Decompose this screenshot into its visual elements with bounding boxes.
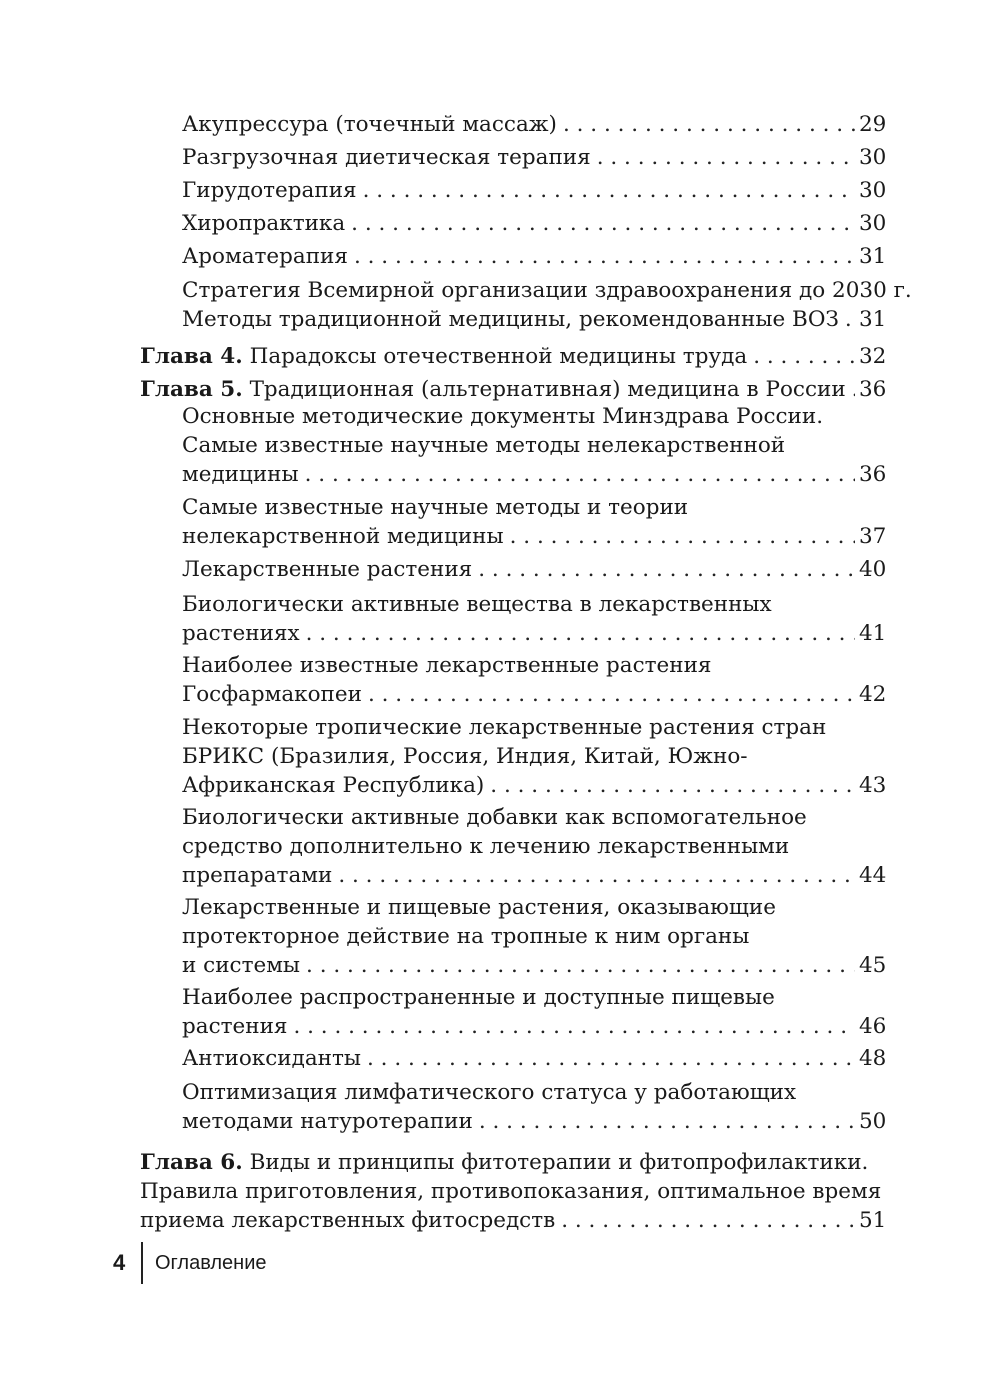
toc-entry [182,402,885,489]
entry-page: 45 [859,953,887,978]
dot-leader [479,1107,855,1136]
entry-title-line: Самые известные научные методы нелекарственной [182,433,786,458]
entry-title: Гирудотерапия [182,178,357,203]
entry-title-line: Самые известные научные методы и теории [182,495,689,520]
entry-title-line: средство дополнительно к лечению лекарственными [182,834,790,859]
entry-title: Ароматерапия [182,244,348,269]
footer-divider [141,1242,143,1284]
entry-title-line: Наиболее известные лекарственные растения [182,653,712,678]
entry-page: 43 [859,773,887,798]
toc-entry [182,713,885,800]
entry-page: 36 [859,462,887,487]
entry-title-line: Виды и принципы фитотерапии и фитопрофилактики. [249,1150,869,1175]
toc-chapter [140,375,885,404]
entry-page: 37 [859,524,887,549]
toc-entry [182,242,885,271]
toc-entry [182,651,885,709]
entry-title: Африканская Республика) [182,773,485,798]
dot-leader [753,342,855,371]
dot-leader [478,555,855,584]
entry-title: Методы традиционной медицины, рекомендованные ВОЗ [182,307,839,332]
entry-title-line: Основные методические документы Минздрава России. [182,404,824,429]
entry-title-line: Лекарственные и пищевые растения, оказывающие [182,895,776,920]
dot-leader [368,680,855,709]
entry-title: растениях [182,621,300,646]
entry-title: медицины [182,462,299,487]
entry-title: нелекарственной медицины [182,524,504,549]
entry-page: 31 [859,244,887,269]
entry-page: 29 [859,112,887,137]
dot-leader [367,1044,855,1073]
footer-page-number: 4 [113,1250,126,1275]
dot-leader [306,951,855,980]
entry-title: Традиционная (альтернативная) медицина в России [249,377,846,402]
entry-title-line: Стратегия Всемирной организации здравоохранения до 2030 г. [182,278,912,303]
entry-page: 40 [859,557,887,582]
entry-title: растения [182,1014,288,1039]
toc-entry [182,209,885,238]
entry-page: 31 [859,307,887,332]
entry-title: методами натуротерапии [182,1109,473,1134]
toc-entry [182,1044,885,1073]
entry-page: 46 [859,1014,887,1039]
dot-leader [563,110,855,139]
toc-entry [182,983,885,1041]
dot-leader [597,143,855,172]
toc-chapter [140,342,885,371]
toc-entry [182,176,885,205]
entry-page: 32 [859,344,887,369]
entry-title-line: БРИКС (Бразилия, Россия, Индия, Китай, Южно- [182,744,748,769]
entry-page: 41 [859,621,887,646]
entry-title: Разгрузочная диетическая терапия [182,145,591,170]
dot-leader [363,176,855,205]
dot-leader [852,375,855,404]
entry-title-line: Оптимизация лимфатического статуса у работающих [182,1080,797,1105]
chapter-label: Глава 5. [140,377,243,402]
toc-entry [182,1078,885,1136]
dot-leader [306,619,855,648]
dot-leader [305,460,855,489]
dot-leader [510,522,855,551]
entry-title: приема лекарственных фитосредств [140,1208,556,1233]
chapter-label: Глава 4. [140,344,243,369]
entry-page: 30 [859,145,887,170]
entry-title-line: Наиболее распространенные и доступные пищевые [182,985,775,1010]
entry-page: 44 [859,863,887,888]
entry-title: Парадоксы отечественной медицины труда [249,344,748,369]
entry-page: 51 [859,1208,887,1233]
toc-entry [182,893,885,980]
entry-title: Хиропрактика [182,211,346,236]
chapter-label: Глава 6. [140,1150,243,1175]
toc-entry [182,803,885,890]
toc-entry [182,110,885,139]
toc-entry [182,493,885,551]
entry-page: 48 [859,1046,887,1071]
dot-leader [354,242,855,271]
dot-leader [490,771,855,800]
toc-entry [182,276,912,334]
dot-leader [351,209,855,238]
dot-leader [293,1012,855,1041]
entry-title: Госфармакопеи [182,682,362,707]
entry-title: Акупрессура (точечный массаж) [182,112,557,137]
toc-chapter [140,1148,885,1235]
entry-page: 42 [859,682,887,707]
toc-entry [182,590,885,648]
entry-title-line: Биологически активные вещества в лекарственных [182,592,772,617]
footer-section-title: Оглавление [155,1251,267,1274]
entry-title: препаратами [182,863,333,888]
dot-leader [561,1206,855,1235]
entry-title: Лекарственные растения [182,557,473,582]
dot-leader [338,861,855,890]
entry-page: 30 [859,178,887,203]
toc-entry [182,143,885,172]
dot-leader [845,305,855,334]
entry-title: и системы [182,953,301,978]
entry-page: 30 [859,211,887,236]
entry-title: Антиоксиданты [182,1046,361,1071]
entry-title-line: Некоторые тропические лекарственные растения стран [182,715,827,740]
entry-page: 36 [859,377,887,402]
entry-title-line: Биологически активные добавки как вспомогательное [182,805,807,830]
toc-entry [182,555,885,584]
entry-title-line: протекторное действие на тропные к ним органы [182,924,750,949]
entry-page: 50 [859,1109,887,1134]
page-footer [113,1242,267,1284]
entry-title-line: Правила приготовления, противопоказания, оптимальное время [140,1179,882,1204]
